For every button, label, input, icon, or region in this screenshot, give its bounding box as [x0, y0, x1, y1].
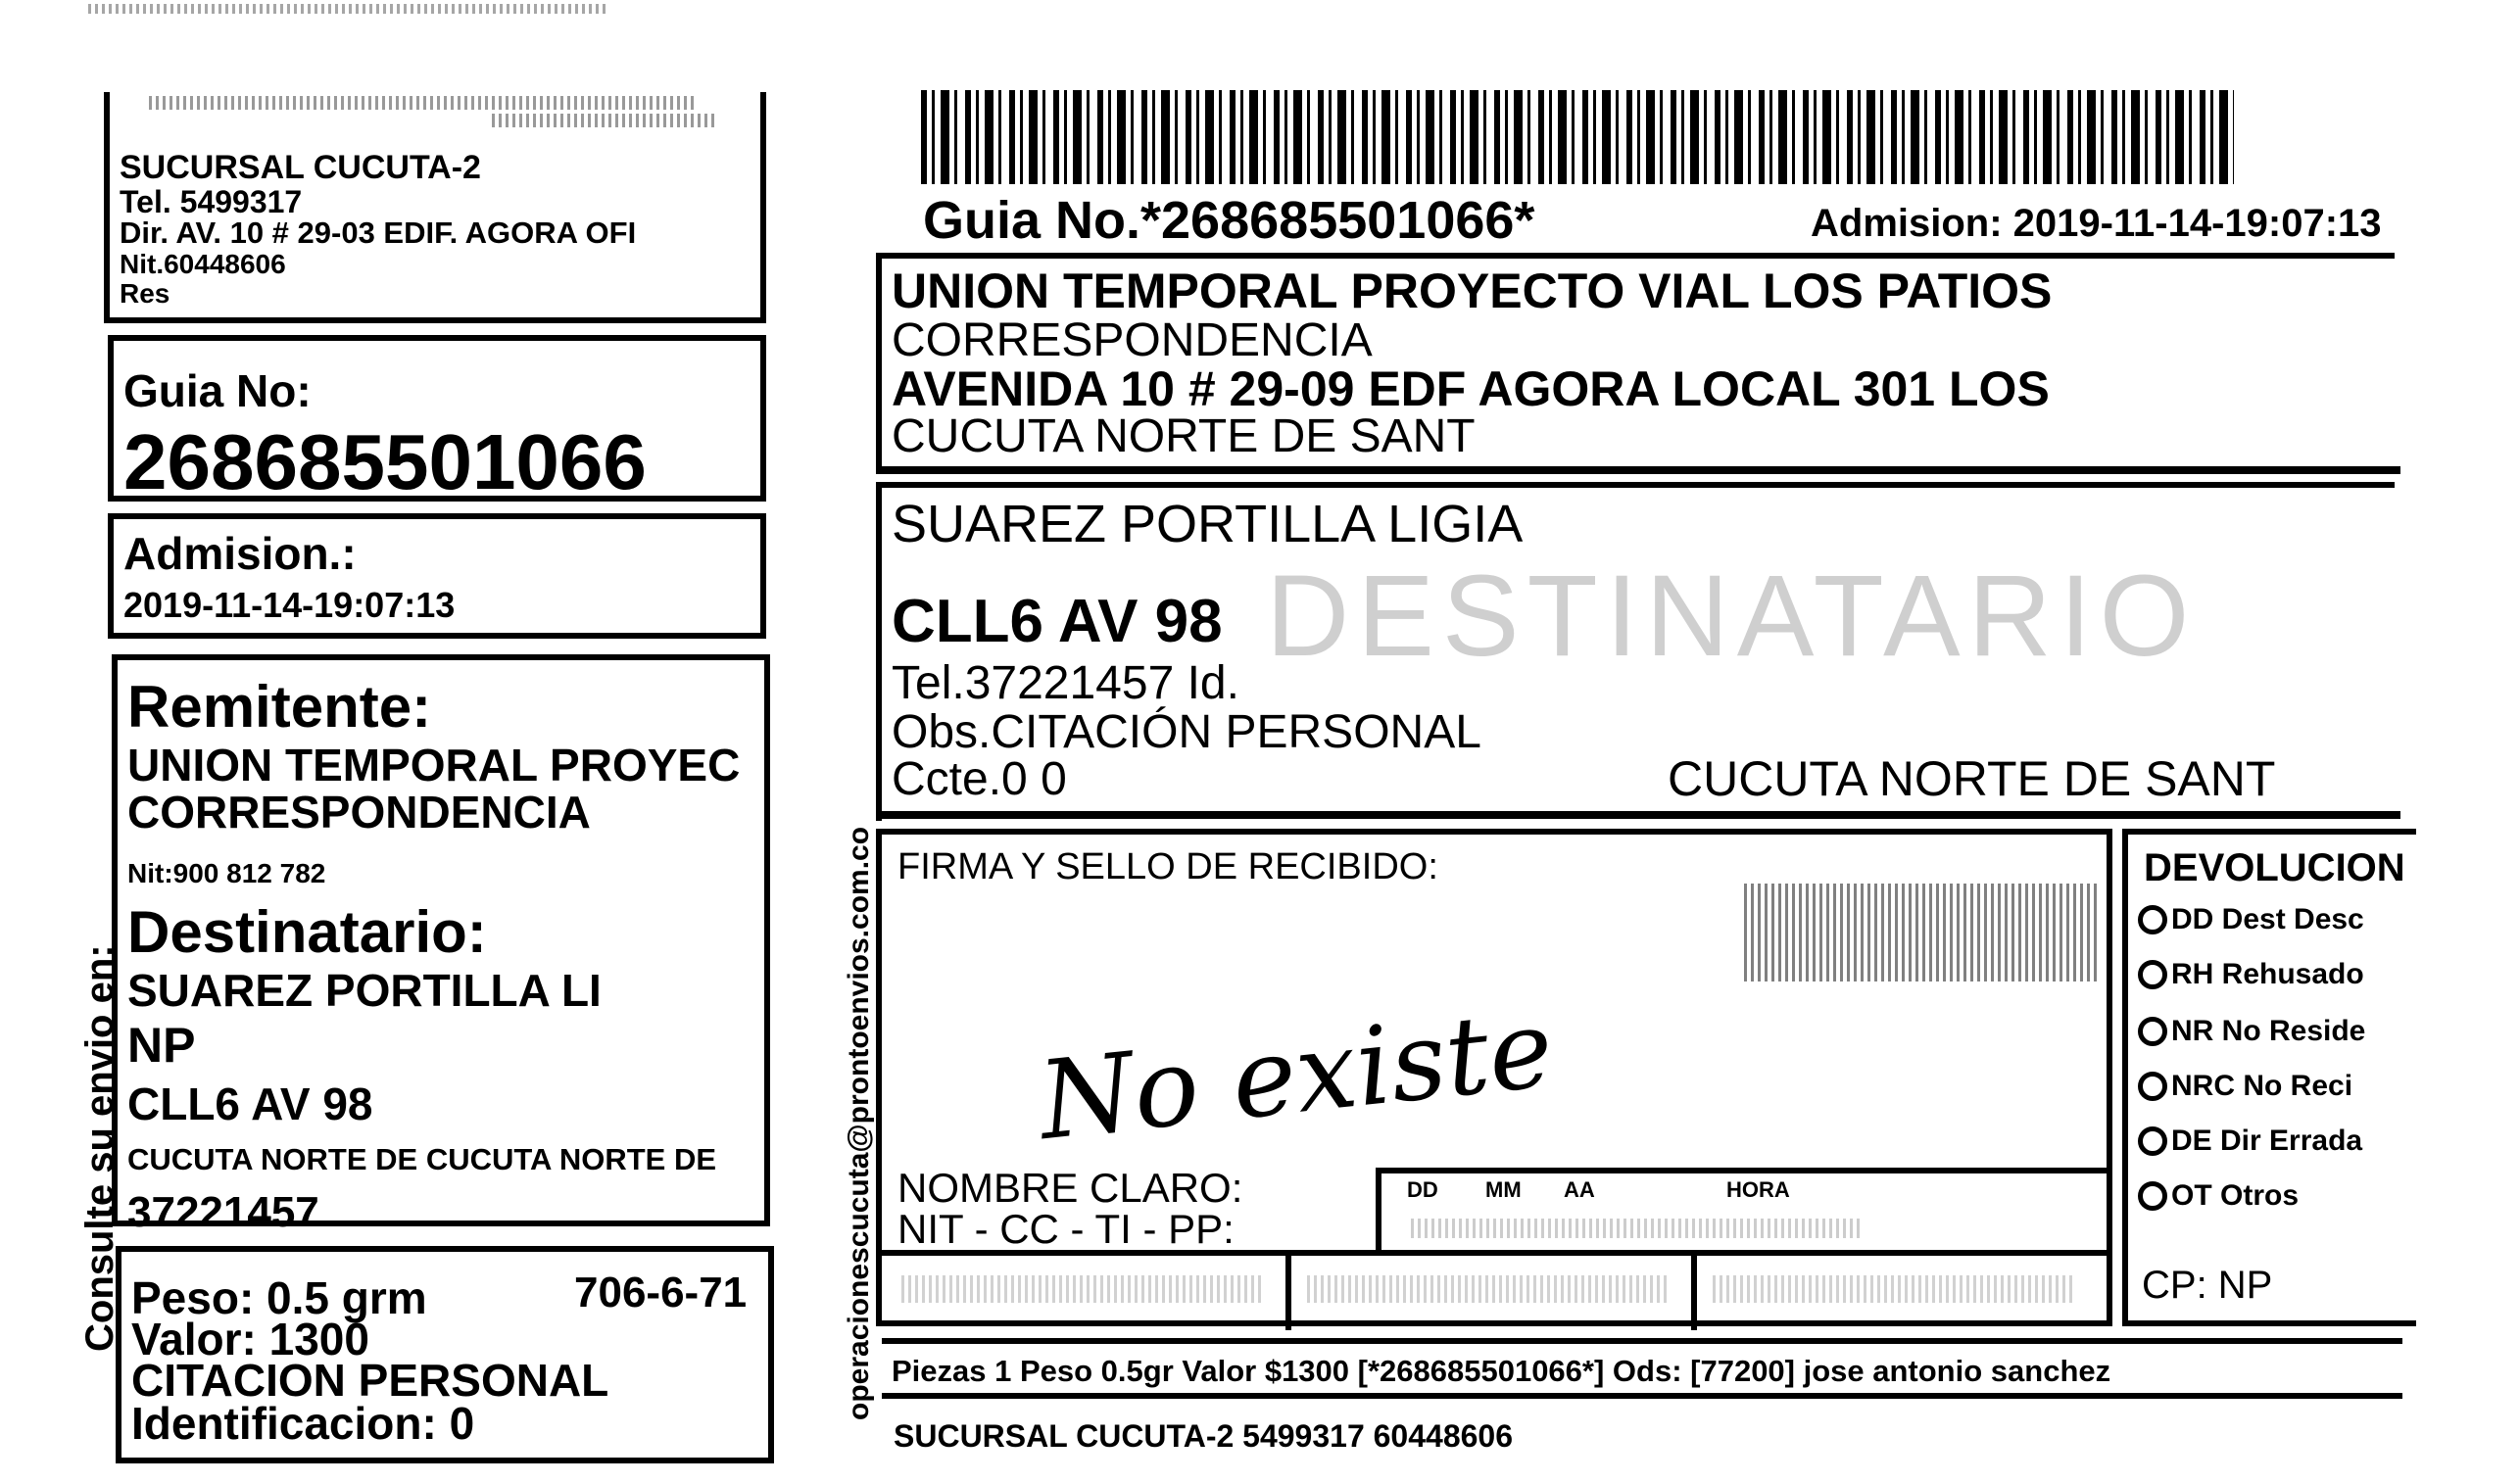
sender-line1: UNION TEMPORAL PROYECTO VIAL LOS PATIOS	[892, 263, 2053, 318]
summary-bar	[882, 1338, 2402, 1399]
radio-dd[interactable]	[2138, 905, 2167, 934]
devolucion-dd: DD Dest Desc	[2171, 903, 2364, 935]
recipient-tel: Tel.37221457 Id.	[892, 657, 1239, 709]
summary-text: Piezas 1 Peso 0.5gr Valor $1300 [*268685501066*] Ods: [77200] jose antonio sanchez	[892, 1354, 2111, 1388]
sender-line2: CORRESPONDENCIA	[892, 314, 1373, 366]
cp-value: CP: NP	[2142, 1264, 2273, 1307]
recipient-ccte: Ccte.0 0	[892, 753, 1067, 805]
radio-nrc[interactable]	[2138, 1072, 2167, 1101]
devolucion-title: DEVOLUCION	[2144, 846, 2405, 889]
radio-nr[interactable]	[2138, 1017, 2167, 1046]
recipient-block	[876, 482, 2395, 821]
recipient-city: CUCUTA NORTE DE SANT	[1668, 751, 2276, 806]
nombre-label: NOMBRE CLARO:	[897, 1165, 1243, 1211]
guide-number: 268685501066	[123, 418, 647, 505]
recipient-name: SUAREZ PORTILLA LIGIA	[892, 495, 1524, 553]
date-grid	[1376, 1168, 2112, 1250]
devolucion-box	[2122, 829, 2416, 1326]
date-hora: HORA	[1726, 1177, 1790, 1202]
destinatario-city: CUCUTA NORTE DE CUCUTA NORTE DE	[127, 1142, 717, 1176]
citacion: CITACION PERSONAL	[131, 1355, 609, 1406]
destinatario-np: NP	[127, 1018, 196, 1073]
right-admision: Admision: 2019-11-14-19:07:13	[1811, 202, 2382, 245]
devolucion-nr: NR No Reside	[2171, 1015, 2366, 1047]
admision-box	[108, 513, 766, 639]
side-email-text: operacionescucuta@prontoenvios.com.co	[843, 826, 875, 1420]
date-mm: MM	[1485, 1177, 1522, 1202]
branch-box	[104, 92, 766, 323]
destinatario-name: SUAREZ PORTILLA LI	[127, 965, 602, 1016]
weight-box	[116, 1246, 774, 1463]
attempt-row	[882, 1250, 2107, 1324]
destinatario-address: CLL6 AV 98	[127, 1078, 373, 1129]
peso-code: 706-6-71	[574, 1269, 748, 1316]
radio-de[interactable]	[2138, 1126, 2167, 1156]
recipient-address: CLL6 AV 98	[892, 588, 1223, 655]
recipient-obs: Obs.CITACIÓN PERSONAL	[892, 706, 1481, 758]
peso: Peso: 0.5 grm	[131, 1272, 427, 1323]
date-dd: DD	[1407, 1177, 1438, 1202]
date-aa: AA	[1564, 1177, 1595, 1202]
remitente-nit: Nit:900 812 782	[127, 858, 326, 888]
branch-tel: Tel. 5499317	[120, 184, 303, 219]
identificacion: Identificacion: 0	[131, 1398, 475, 1449]
right-guia-title: Guia No.*268685501066*	[923, 191, 1535, 250]
branch-nit: Nit.60448606	[120, 249, 286, 279]
nit-label: NIT - CC - TI - PP:	[897, 1206, 1235, 1252]
branch-dir: Dir. AV. 10 # 29-03 EDIF. AGORA OFI	[120, 215, 637, 250]
sender-line4: CUCUTA NORTE DE SANT	[892, 410, 1476, 462]
parties-box	[112, 654, 770, 1236]
sender-block	[876, 253, 2395, 474]
recipient-watermark: DESTINATARIO	[1266, 551, 2198, 681]
devolucion-rh: RH Rehusado	[2171, 958, 2364, 990]
admision-value: 2019-11-14-19:07:13	[123, 585, 456, 625]
radio-rh[interactable]	[2138, 960, 2167, 989]
valor: Valor: 1300	[131, 1314, 369, 1364]
firma-label: FIRMA Y SELLO DE RECIBIDO:	[897, 846, 1438, 887]
barcode	[921, 90, 2234, 184]
devolucion-nrc: NRC No Reci	[2171, 1070, 2353, 1102]
remitente-name: UNION TEMPORAL PROYEC	[127, 740, 741, 790]
destinatario-label: Destinatario:	[127, 899, 487, 965]
devolucion-ot: OT Otros	[2171, 1179, 2300, 1212]
signature-box	[876, 829, 2112, 1326]
branch-res: Res	[120, 278, 170, 309]
remitente-label: Remitente:	[127, 674, 432, 740]
footer-branch: SUCURSAL CUCUTA-2 5499317 60448606	[894, 1418, 1513, 1454]
handwriting: No existe	[1033, 984, 1559, 1165]
side-consulte-text: Consulte su envio en:	[78, 944, 121, 1352]
remitente-dept: CORRESPONDENCIA	[127, 787, 591, 838]
devolucion-de: DE Dir Errada	[2171, 1125, 2363, 1157]
admision-label: Admision.:	[123, 528, 357, 579]
guide-box	[108, 335, 766, 505]
radio-ot[interactable]	[2138, 1181, 2167, 1211]
branch-name: SUCURSAL CUCUTA-2	[120, 149, 481, 186]
sender-line3: AVENIDA 10 # 29-09 EDF AGORA LOCAL 301 LOS	[892, 361, 2050, 416]
guide-label: Guia No:	[123, 365, 312, 416]
destinatario-tel: 37221457	[127, 1188, 319, 1236]
